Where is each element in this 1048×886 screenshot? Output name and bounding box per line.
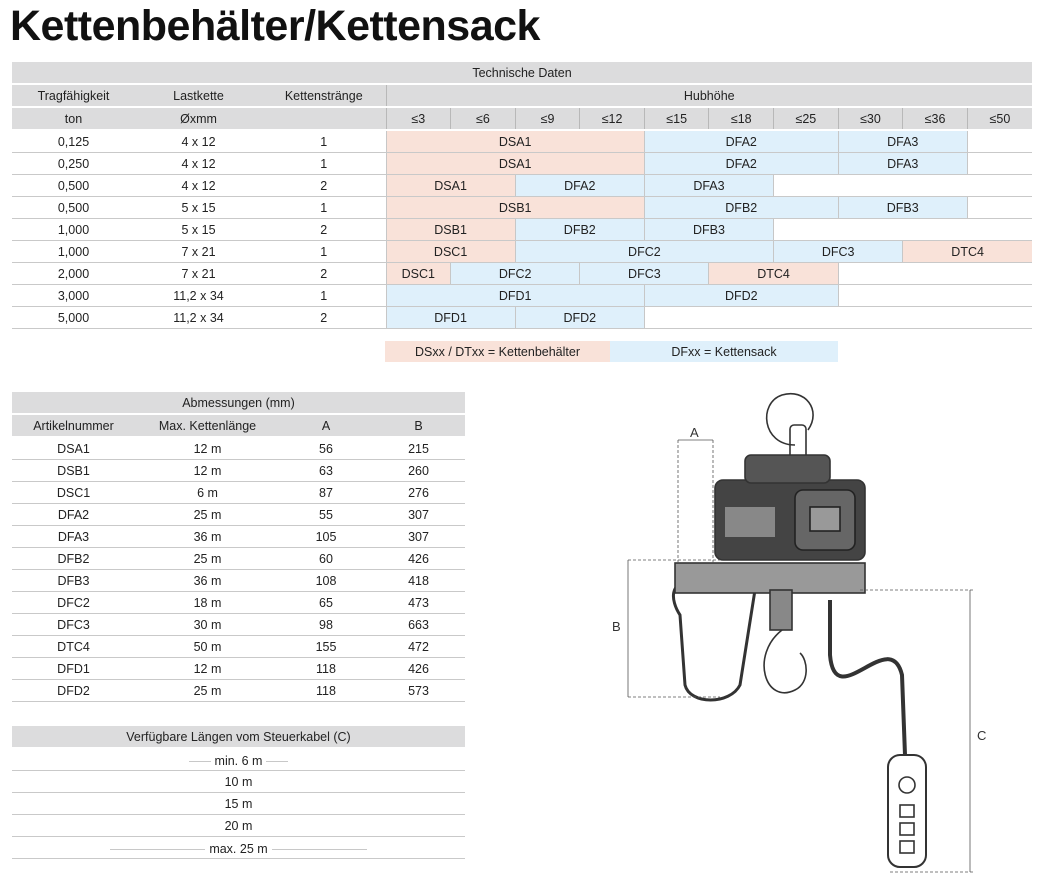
table-row xyxy=(12,285,1032,307)
table-row xyxy=(12,771,465,793)
cable-length-cell xyxy=(12,748,465,771)
cable-length-cell xyxy=(12,793,465,815)
dimensions-cell: DFD2 xyxy=(12,680,135,702)
table-row xyxy=(12,241,1032,263)
dimensions-cell: DSA1 xyxy=(12,437,135,460)
empty-cell xyxy=(644,307,1032,329)
dimensions-cell: 63 xyxy=(280,460,372,482)
container-cell: DSB1 xyxy=(386,219,515,241)
table-row xyxy=(12,793,465,815)
cable-title: Verfügbare Längen vom Steuerkabel (C) xyxy=(12,726,465,748)
empty-cell xyxy=(967,197,1032,219)
empty-cell xyxy=(838,285,1032,307)
container-cell: DFD2 xyxy=(515,307,644,329)
dimensions-cell: 155 xyxy=(280,636,372,658)
dimensions-cell: DTC4 xyxy=(12,636,135,658)
dimensions-cell: 260 xyxy=(372,460,465,482)
dimensions-cell: 55 xyxy=(280,504,372,526)
cell-capacity: 0,250 xyxy=(12,153,135,175)
dimensions-cell: 50 m xyxy=(135,636,280,658)
table-row xyxy=(12,153,1032,175)
lift-column-header: ≤6 xyxy=(451,107,516,130)
table-row xyxy=(12,175,1032,197)
container-cell: DFD1 xyxy=(386,285,644,307)
dimensions-cell: DFA2 xyxy=(12,504,135,526)
table-row xyxy=(12,197,1032,219)
chain-container xyxy=(673,584,755,700)
unit-capacity: ton xyxy=(12,107,135,130)
range-arrow xyxy=(189,754,289,768)
dimensions-cell: 418 xyxy=(372,570,465,592)
dimensions-header: Max. Kettenlänge xyxy=(135,414,280,437)
dimensions-title: Abmessungen (mm) xyxy=(12,392,465,414)
table-row xyxy=(12,504,465,526)
table-row xyxy=(12,307,1032,329)
container-cell: DSC1 xyxy=(386,263,451,285)
lift-column-header: ≤30 xyxy=(838,107,903,130)
header-capacity: Tragfähigkeit xyxy=(12,84,135,107)
legend-kettensack: DFxx = Kettensack xyxy=(610,341,838,362)
cell-falls: 2 xyxy=(262,175,386,197)
dimensions-cell: 18 m xyxy=(135,592,280,614)
container-cell: DFA2 xyxy=(515,175,644,197)
lift-column-header: ≤9 xyxy=(515,107,580,130)
dimensions-header: A xyxy=(280,414,372,437)
lift-column-header: ≤12 xyxy=(580,107,645,130)
table-row xyxy=(12,592,465,614)
dimensions-cell: 472 xyxy=(372,636,465,658)
empty-cell xyxy=(967,153,1032,175)
header-lift: Hubhöhe xyxy=(386,84,1032,107)
container-cell: DSA1 xyxy=(386,130,644,153)
container-cell: DFB3 xyxy=(838,197,967,219)
dimensions-cell: DFA3 xyxy=(12,526,135,548)
table-row xyxy=(12,219,1032,241)
cell-chain: 4 x 12 xyxy=(135,175,262,197)
cell-falls: 1 xyxy=(262,285,386,307)
lift-column-header: ≤25 xyxy=(774,107,839,130)
table-row xyxy=(12,482,465,504)
header-chain: Lastkette xyxy=(135,84,262,107)
dimensions-cell: 98 xyxy=(280,614,372,636)
dimensions-cell: 105 xyxy=(280,526,372,548)
dimensions-cell: 25 m xyxy=(135,504,280,526)
cell-capacity: 1,000 xyxy=(12,241,135,263)
cell-capacity: 0,125 xyxy=(12,130,135,153)
dimensions-cell: DFB2 xyxy=(12,548,135,570)
cable-length: 10 m xyxy=(224,774,253,789)
spec-table xyxy=(12,62,1032,329)
table-row xyxy=(12,548,465,570)
unit-falls xyxy=(262,107,386,130)
container-cell: DFA3 xyxy=(838,130,967,153)
cell-chain: 11,2 x 34 xyxy=(135,307,262,329)
table-row xyxy=(12,460,465,482)
table-row xyxy=(12,680,465,702)
lift-column-header: ≤15 xyxy=(644,107,709,130)
dimensions-cell: 36 m xyxy=(135,570,280,592)
cell-capacity: 5,000 xyxy=(12,307,135,329)
dimensions-cell: DFC2 xyxy=(12,592,135,614)
dimensions-header: B xyxy=(372,414,465,437)
table-row xyxy=(12,526,465,548)
spec-table-title: Technische Daten xyxy=(12,62,1032,84)
container-cell: DFB2 xyxy=(515,219,644,241)
cable-lengths-table xyxy=(12,726,465,859)
cell-falls: 2 xyxy=(262,307,386,329)
dimensions-cell: 12 m xyxy=(135,437,280,460)
control-pendant xyxy=(888,755,926,867)
dimensions-cell: 307 xyxy=(372,504,465,526)
empty-cell xyxy=(967,130,1032,153)
cable-length-cell xyxy=(12,771,465,793)
empty-cell xyxy=(838,263,1032,285)
dimensions-cell: 118 xyxy=(280,680,372,702)
legend-kettenbehaelter: DSxx / DTxx = Kettenbehälter xyxy=(385,341,610,362)
dimensions-cell: 426 xyxy=(372,548,465,570)
container-cell: DTC4 xyxy=(903,241,1032,263)
container-cell: DFA2 xyxy=(644,153,838,175)
cell-falls: 1 xyxy=(262,241,386,263)
cell-chain: 5 x 15 xyxy=(135,197,262,219)
lift-column-header: ≤3 xyxy=(386,107,451,130)
container-cell: DSC1 xyxy=(386,241,515,263)
dimensions-cell: DFC3 xyxy=(12,614,135,636)
container-cell: DFC2 xyxy=(515,241,773,263)
dimensions-cell: DFD1 xyxy=(12,658,135,680)
dimensions-cell: 118 xyxy=(280,658,372,680)
cell-falls: 2 xyxy=(262,219,386,241)
table-row xyxy=(12,263,1032,285)
empty-cell xyxy=(774,175,1032,197)
cable-length-cell xyxy=(12,815,465,837)
dimensions-cell: 56 xyxy=(280,437,372,460)
container-cell: DSA1 xyxy=(386,153,644,175)
dimensions-cell: 108 xyxy=(280,570,372,592)
container-cell: DFD1 xyxy=(386,307,515,329)
hoist-drawing xyxy=(590,385,1010,880)
cell-capacity: 1,000 xyxy=(12,219,135,241)
cell-falls: 1 xyxy=(262,197,386,219)
label-b: B xyxy=(612,619,621,634)
container-cell: DFC2 xyxy=(451,263,580,285)
header-falls: Kettenstränge xyxy=(262,84,386,107)
table-row xyxy=(12,658,465,680)
cell-falls: 1 xyxy=(262,130,386,153)
container-cell: DFA2 xyxy=(644,130,838,153)
container-cell: DFC3 xyxy=(580,263,709,285)
container-cell: DFA3 xyxy=(838,153,967,175)
dimensions-cell: 12 m xyxy=(135,460,280,482)
cable-length-cell xyxy=(12,837,465,859)
cable-length: max. 25 m xyxy=(209,842,268,857)
container-cell: DFA3 xyxy=(644,175,773,197)
label-a: A xyxy=(690,425,699,440)
dimensions-cell: 426 xyxy=(372,658,465,680)
table-row xyxy=(12,837,465,859)
page-title: Kettenbehälter/Kettensack xyxy=(10,2,540,50)
container-cell: DSA1 xyxy=(386,175,515,197)
container-cell: DFD2 xyxy=(644,285,838,307)
dimensions-cell: 276 xyxy=(372,482,465,504)
dimensions-cell: 663 xyxy=(372,614,465,636)
dimensions-cell: 30 m xyxy=(135,614,280,636)
container-cell: DSB1 xyxy=(386,197,644,219)
table-row xyxy=(12,437,465,460)
cable-length: 15 m xyxy=(224,796,253,811)
table-row xyxy=(12,815,465,837)
cable-length: 20 m xyxy=(224,818,253,833)
dimensions-cell: 36 m xyxy=(135,526,280,548)
cell-capacity: 2,000 xyxy=(12,263,135,285)
cell-capacity: 0,500 xyxy=(12,175,135,197)
lift-column-header: ≤18 xyxy=(709,107,774,130)
container-cell: DFB3 xyxy=(644,219,773,241)
cell-chain: 5 x 15 xyxy=(135,219,262,241)
unit-chain: Øxmm xyxy=(135,107,262,130)
cell-falls: 1 xyxy=(262,153,386,175)
dimensions-cell: 307 xyxy=(372,526,465,548)
cell-chain: 11,2 x 34 xyxy=(135,285,262,307)
dimensions-cell: 573 xyxy=(372,680,465,702)
lift-column-header: ≤50 xyxy=(967,107,1032,130)
cell-falls: 2 xyxy=(262,263,386,285)
dimensions-cell: DFB3 xyxy=(12,570,135,592)
cell-capacity: 3,000 xyxy=(12,285,135,307)
container-cell: DFB2 xyxy=(644,197,838,219)
cell-chain: 7 x 21 xyxy=(135,241,262,263)
dimensions-cell: 60 xyxy=(280,548,372,570)
dimensions-cell: DSB1 xyxy=(12,460,135,482)
cell-capacity: 0,500 xyxy=(12,197,135,219)
dimensions-cell: DSC1 xyxy=(12,482,135,504)
dimensions-cell: 65 xyxy=(280,592,372,614)
dimensions-cell: 25 m xyxy=(135,548,280,570)
table-row xyxy=(12,130,1032,153)
table-row xyxy=(12,614,465,636)
label-c: C xyxy=(977,728,987,743)
dimensions-cell: 473 xyxy=(372,592,465,614)
empty-cell xyxy=(774,219,1032,241)
range-arrow xyxy=(110,842,366,856)
cell-chain: 7 x 21 xyxy=(135,263,262,285)
hook-bottom-icon xyxy=(764,590,806,693)
dimensions-cell: 25 m xyxy=(135,680,280,702)
dimensions-header: Artikelnummer xyxy=(12,414,135,437)
cell-chain: 4 x 12 xyxy=(135,130,262,153)
container-cell: DFC3 xyxy=(774,241,903,263)
cable-length: min. 6 m xyxy=(214,754,263,769)
dimensions-cell: 215 xyxy=(372,437,465,460)
dimensions-cell: 87 xyxy=(280,482,372,504)
table-row xyxy=(12,748,465,771)
dimensions-cell: 12 m xyxy=(135,658,280,680)
table-row xyxy=(12,636,465,658)
cell-chain: 4 x 12 xyxy=(135,153,262,175)
dimensions-cell: 6 m xyxy=(135,482,280,504)
control-cable xyxy=(830,600,905,755)
lift-column-header: ≤36 xyxy=(903,107,968,130)
container-cell: DTC4 xyxy=(709,263,838,285)
table-row xyxy=(12,570,465,592)
dimensions-table xyxy=(12,392,465,702)
